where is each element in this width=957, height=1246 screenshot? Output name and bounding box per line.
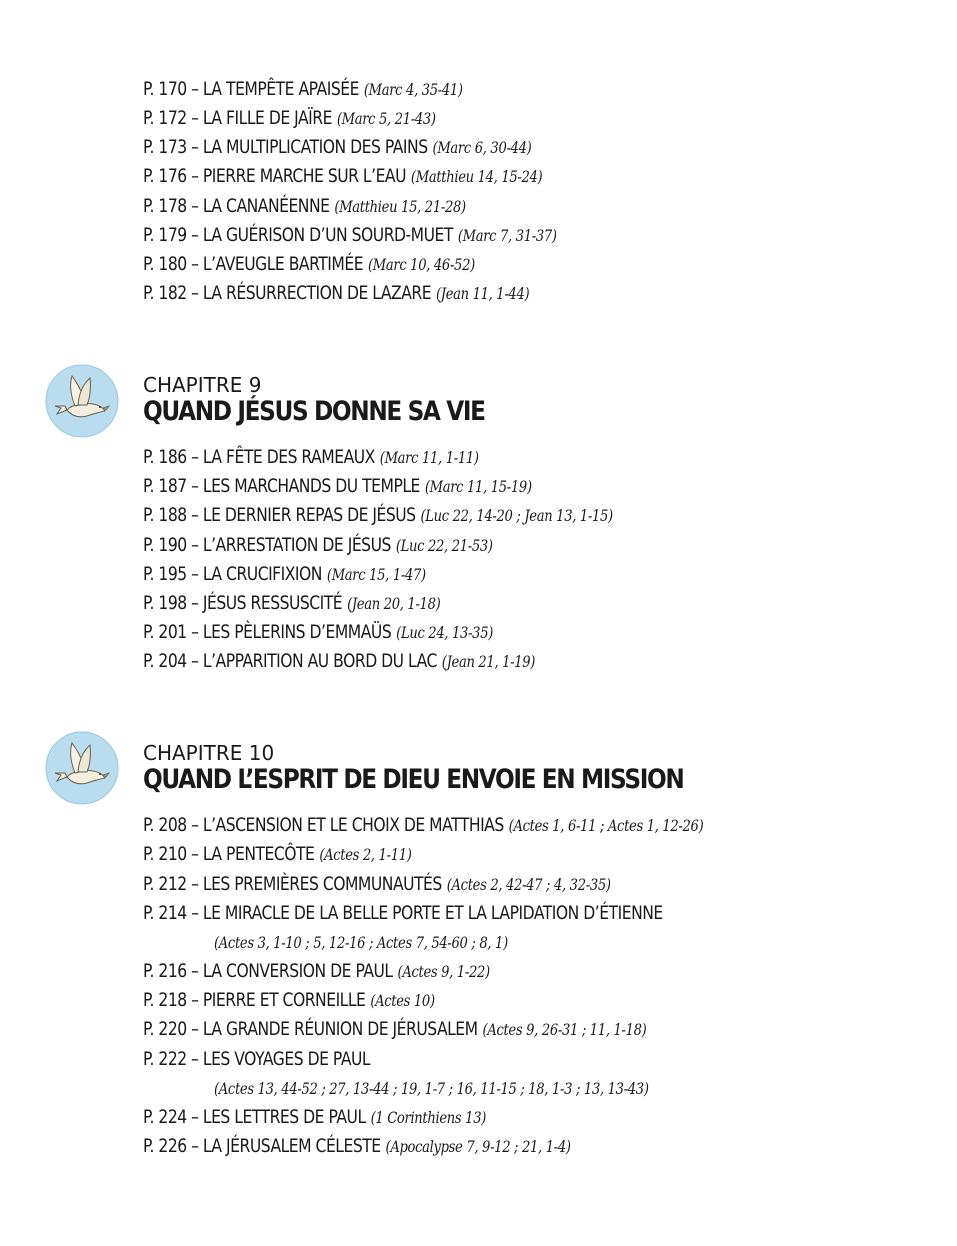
toc-entry: P. 190 – L’ARRESTATION DE JÉSUS (Luc 22, 21-53)	[143, 534, 493, 556]
toc-entry: P. 188 – LE DERNIER REPAS DE JÉSUS (Luc 22, 14-20 ; Jean 13, 1-15)	[143, 504, 613, 526]
toc-entry-reference: (Actes 3, 1-10 ; 5, 12-16 ; Actes 7, 54-60 ; 8, 1)	[214, 933, 508, 952]
toc-entry: P. 195 – LA CRUCIFIXION (Marc 15, 1-47)	[143, 563, 426, 585]
chapter-label: CHAPITRE 9	[143, 373, 262, 397]
toc-entry: P. 180 – L’AVEUGLE BARTIMÉE (Marc 10, 46-52)	[143, 253, 475, 275]
toc-entry: P. 216 – LA CONVERSION DE PAUL (Actes 9, 1-22)	[143, 960, 490, 982]
toc-entry: P. 187 – LES MARCHANDS DU TEMPLE (Marc 11, 15-19)	[143, 475, 532, 497]
toc-entry-reference: (Actes 13, 44-52 ; 27, 13-44 ; 19, 1-7 ; 16, 11-15 ; 18, 1-3 ; 13, 13-43)	[214, 1079, 649, 1098]
toc-entry: P. 201 – LES PÈLERINS D’EMMAÜS (Luc 24, 13-35)	[143, 621, 494, 643]
toc-entry: P. 208 – L’ASCENSION ET LE CHOIX DE MATTHIAS (Actes 1, 6-11 ; Actes 1, 12-26)	[143, 814, 704, 836]
chapter-title: QUAND L’ESPRIT DE DIEU ENVOIE EN MISSION	[143, 764, 684, 795]
toc-entry: P. 178 – LA CANANÉENNE (Matthieu 15, 21-28)	[143, 195, 466, 217]
toc-entry: P. 204 – L’APPARITION AU BORD DU LAC (Jean 21, 1-19)	[143, 650, 536, 672]
chapter-label: CHAPITRE 10	[143, 741, 275, 765]
toc-entry: P. 226 – LA JÉRUSALEM CÉLESTE (Apocalypse 7, 9-12 ; 21, 1-4)	[143, 1135, 571, 1157]
toc-entry: P. 176 – PIERRE MARCHE SUR L’EAU (Matthieu 14, 15-24)	[143, 165, 543, 187]
chapter-title: QUAND JÉSUS DONNE SA VIE	[143, 396, 485, 427]
toc-entry: P. 179 – LA GUÉRISON D’UN SOURD-MUET (Marc 7, 31-37)	[143, 224, 557, 246]
toc-entry: P. 173 – LA MULTIPLICATION DES PAINS (Marc 6, 30-44)	[143, 136, 532, 158]
toc-entry: P. 182 – LA RÉSURRECTION DE LAZARE (Jean 11, 1-44)	[143, 282, 530, 304]
toc-entry: P. 210 – LA PENTECÔTE (Actes 2, 1-11)	[143, 843, 412, 865]
toc-entry: P. 186 – LA FÊTE DES RAMEAUX (Marc 11, 1-11)	[143, 446, 479, 468]
toc-entry: P. 198 – JÉSUS RESSUSCITÉ (Jean 20, 1-18)	[143, 592, 441, 614]
toc-entry: P. 170 – LA TEMPÊTE APAISÉE (Marc 4, 35-41)	[143, 78, 463, 100]
toc-entry: P. 212 – LES PREMIÈRES COMMUNAUTÉS (Actes 2, 42-47 ; 4, 32-35)	[143, 873, 611, 895]
toc-entry: P. 214 – LE MIRACLE DE LA BELLE PORTE ET LA LAPIDATION D’ÉTIENNE	[143, 902, 663, 924]
dove-icon	[45, 731, 119, 805]
toc-entry: P. 222 – LES VOYAGES DE PAUL	[143, 1048, 371, 1070]
toc-entry: P. 218 – PIERRE ET CORNEILLE (Actes 10)	[143, 989, 435, 1011]
toc-entry: P. 224 – LES LETTRES DE PAUL (1 Corinthiens 13)	[143, 1106, 487, 1128]
toc-entry: P. 172 – LA FILLE DE JAÏRE (Marc 5, 21-43)	[143, 107, 436, 129]
toc-entry: P. 220 – LA GRANDE RÉUNION DE JÉRUSALEM (Actes 9, 26-31 ; 11, 1-18)	[143, 1018, 647, 1040]
dove-icon	[45, 364, 119, 438]
